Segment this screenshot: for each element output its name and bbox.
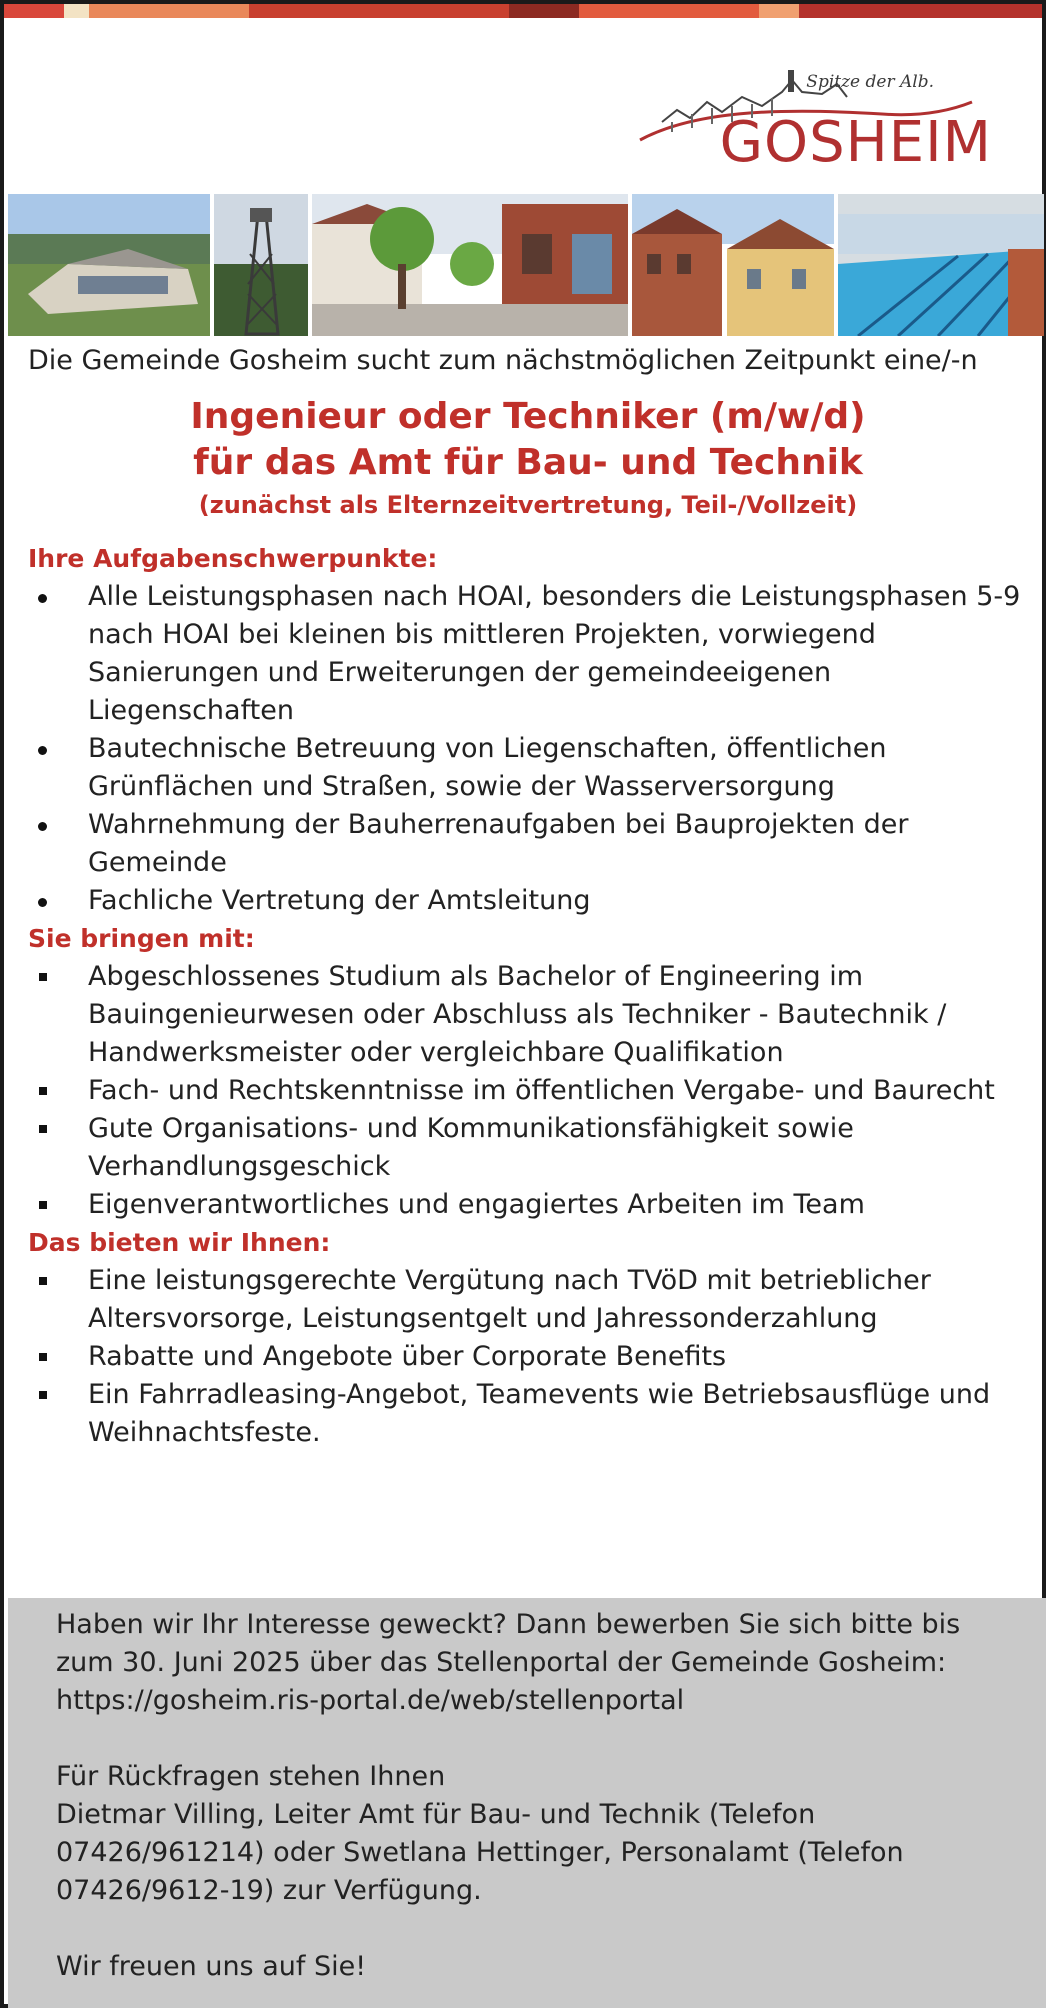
job-headline: [28, 394, 1028, 522]
job-title: Ingenieur oder Techniker (m/w/d): [190, 396, 866, 437]
photo-strip: [8, 194, 1044, 336]
contact-intro: Für Rückfragen stehen Ihnen: [56, 1761, 446, 1792]
aussichtsturm-photo: [214, 194, 308, 336]
altstadt-photo: [632, 194, 834, 336]
hallenbad-photo: [838, 194, 1044, 336]
offers-list: [28, 1262, 1028, 1452]
list-item: Bautechnische Betreuung von Liegenschaften, öffentlichen Grünflächen und Straßen, sowie der Wasserversorgung: [88, 733, 887, 802]
ad-content: [28, 342, 1028, 1452]
job-conditions: (zunächst als Elternzeitvertretung, Teil-/Vollzeit): [198, 491, 858, 519]
color-stripe: [4, 4, 1042, 18]
intro-text: Die Gemeinde Gosheim sucht zum nächstmöglichen Zeitpunkt eine/-n: [28, 345, 978, 376]
job-department: für das Amt für Bau- und Technik: [193, 442, 863, 483]
logo-tagline: Spitze der Alb.: [806, 72, 934, 92]
list-item: Gute Organisations- und Kommunikationsfähigkeit sowie Verhandlungsgeschick: [88, 1113, 854, 1182]
list-item: Fachliche Vertretung der Amtsleitung: [88, 885, 591, 916]
application-info: [56, 1606, 1016, 1986]
apply-text: Haben wir Ihr Interesse geweckt? Dann bewerben Sie sich bitte bis zum 30. Juni 2025 über das Stellenportal der Gemeinde Gosheim:: [56, 1609, 961, 1678]
portal-link[interactable]: https://gosheim.ris-portal.de/web/stellenportal: [56, 1685, 685, 1716]
contact-text: Dietmar Villing, Leiter Amt für Bau- und Technik (Telefon 07426/961214) oder Swetlana Hettinger, Personalamt (Telefon 07426/9612-19) zur Verfügung.: [56, 1799, 904, 1906]
requirements-title: Sie bringen mit:: [28, 924, 255, 953]
logo-name: GOSHEIM: [719, 110, 992, 175]
tasks-list: [28, 578, 1028, 920]
closing-text: Wir freuen uns auf Sie!: [56, 1951, 367, 1982]
list-item: Eigenverantwortliches und engagiertes Arbeiten im Team: [88, 1189, 865, 1220]
list-item: Rabatte und Angebote über Corporate Benefits: [88, 1341, 727, 1372]
requirements-list: [28, 958, 1028, 1224]
list-item: Wahrnehmung der Bauherrenaufgaben bei Bauprojekten der Gemeinde: [88, 809, 909, 878]
list-item: Ein Fahrradleasing-Angebot, Teamevents wie Betriebsausflüge und Weihnachtsfeste.: [88, 1379, 991, 1448]
list-item: Eine leistungsgerechte Vergütung nach TVöD mit betrieblicher Altersvorsorge, Leistungsentgelt und Jahressonderzahlung: [88, 1265, 931, 1334]
list-item: Abgeschlossenes Studium als Bachelor of Engineering im Bauingenieurwesen oder Abschluss als Techniker - Bautechnik / Handwerksmeister oder vergleichbare Qualifikation: [88, 961, 947, 1068]
gosheim-logo: [632, 62, 992, 182]
stadthalle-photo: [8, 194, 210, 336]
list-item: Alle Leistungsphasen nach HOAI, besonders die Leistungsphasen 5-9 nach HOAI bei kleinen bis mittleren Projekten, vorwiegend Sanierungen und Erweiterungen der gemeindeeigenen Liegenschaften: [88, 581, 1021, 726]
list-item: Fach- und Rechtskenntnisse im öffentlichen Vergabe- und Baurecht: [88, 1075, 995, 1106]
offers-title: Das bieten wir Ihnen:: [28, 1228, 331, 1257]
tasks-title: Ihre Aufgabenschwerpunkte:: [28, 544, 438, 573]
rathausplatz-photo: [312, 194, 628, 336]
